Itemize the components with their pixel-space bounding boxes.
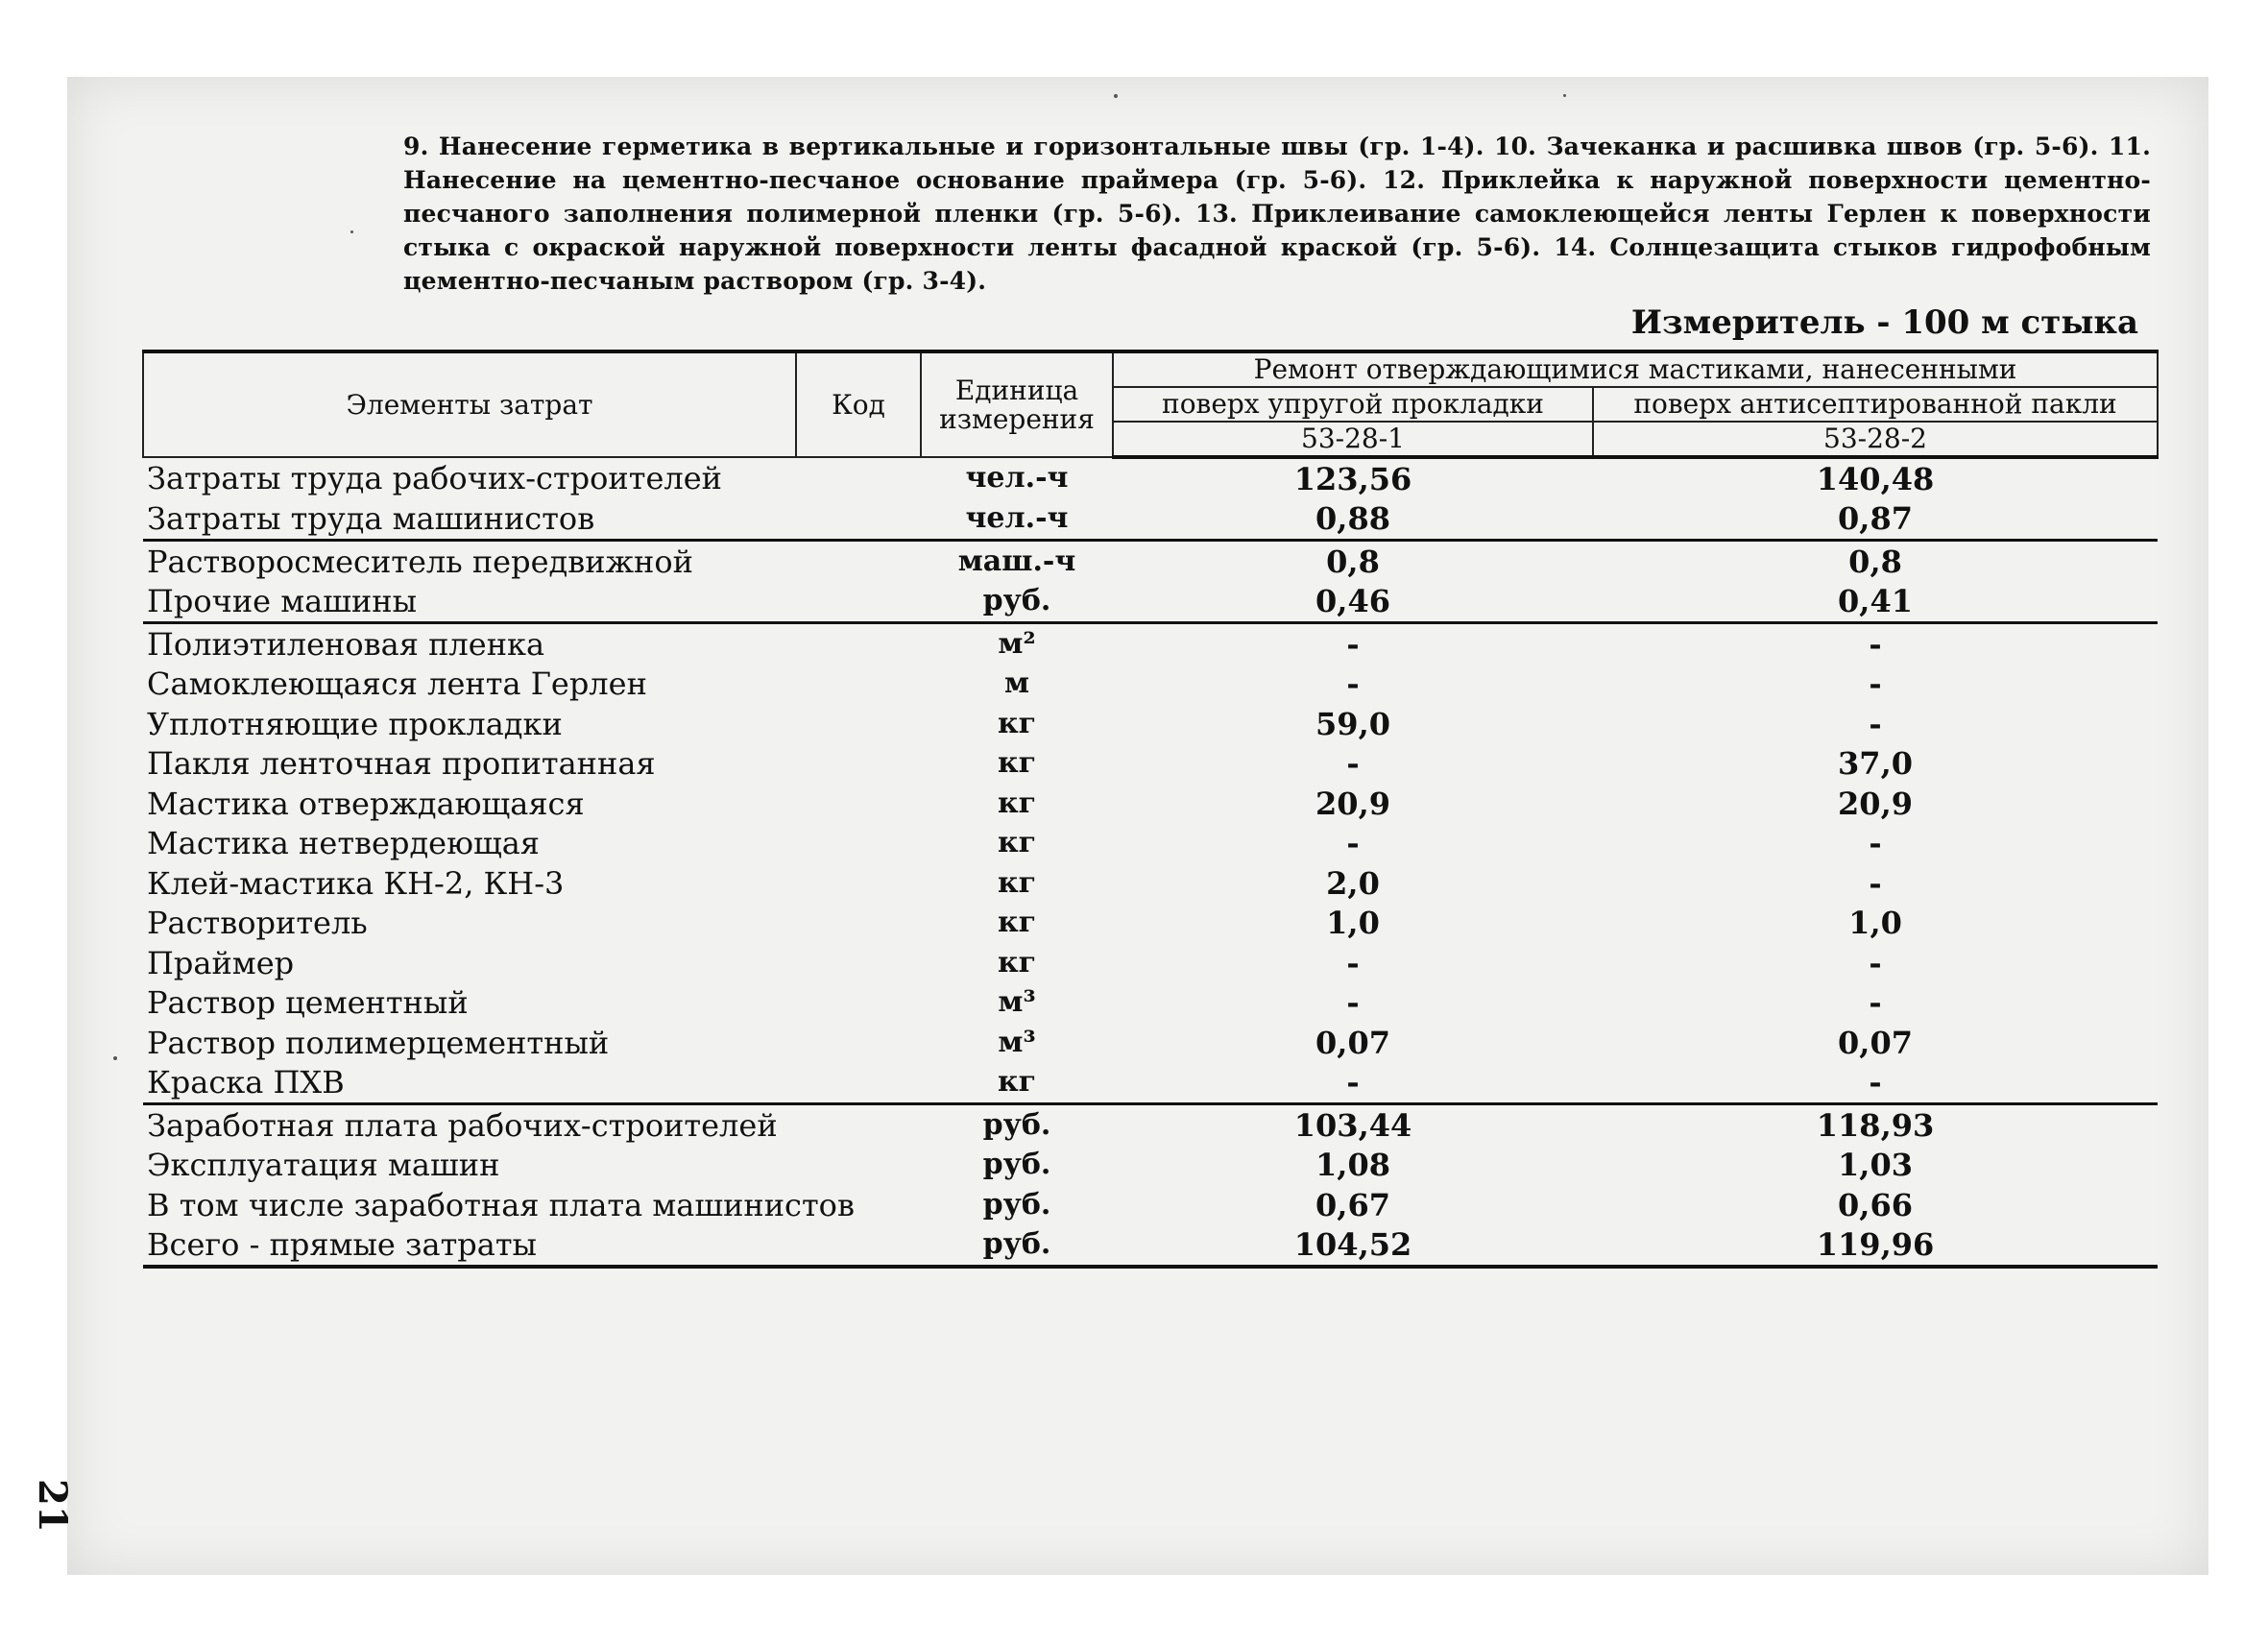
- scan-speck: [113, 1056, 117, 1060]
- table-row: [143, 1225, 2158, 1268]
- row-value-53-28-1: -: [1346, 984, 1360, 1022]
- row-name: Клей-мастика КН-2, КН-3: [147, 864, 565, 902]
- row-value-53-28-2: -: [1593, 623, 2158, 665]
- row-code: [796, 541, 921, 582]
- row-value-53-28-1: 0,88: [1315, 500, 1390, 538]
- row-value-53-28-1: 0,07: [1315, 1024, 1390, 1061]
- row-unit: кг: [997, 906, 1037, 940]
- row-code: [796, 704, 921, 744]
- row-value-53-28-2: -: [1869, 864, 1882, 902]
- table-row: [143, 784, 2158, 824]
- row-name: Заработная плата рабочих-строителей: [143, 1104, 796, 1146]
- row-name: Раствор цементный: [147, 984, 469, 1022]
- row-code: [796, 744, 921, 785]
- row-name: Раствор полимерцементный: [147, 1024, 610, 1061]
- table-row: [143, 824, 2158, 864]
- row-name: Самоклеющаяся лента Герлен: [147, 665, 647, 703]
- row-name: Эксплуатация машин: [147, 1147, 500, 1184]
- row-value-53-28-1: -: [1113, 623, 1593, 665]
- header-code2: 53-28-2: [1593, 422, 2158, 457]
- row-value-53-28-2: 118,93: [1593, 1104, 2158, 1146]
- row-name: Затраты труда рабочих-строителей: [147, 460, 722, 497]
- row-code: [796, 582, 921, 623]
- row-value-53-28-2: 119,96: [1593, 1225, 2158, 1268]
- row-value-53-28-1: -: [1346, 944, 1360, 981]
- row-code: [796, 943, 921, 983]
- row-code: [796, 824, 921, 864]
- row-name: Праймер: [147, 944, 295, 981]
- row-name: Затраты труда машинистов: [147, 500, 595, 538]
- row-name: Растворитель: [147, 905, 368, 942]
- scan-speck: [1114, 94, 1118, 98]
- row-name: Мастика отверждающаяся: [147, 785, 585, 822]
- row-value-53-28-2: 1,0: [1848, 905, 1902, 942]
- row-code: [796, 1146, 921, 1186]
- row-code: [796, 784, 921, 824]
- row-unit: кг: [997, 706, 1037, 740]
- row-code: [796, 457, 921, 499]
- row-code: [796, 665, 921, 705]
- row-unit: м³: [998, 985, 1036, 1020]
- table-row: [143, 541, 2158, 582]
- row-value-53-28-1: 0,46: [1315, 583, 1390, 620]
- table-row: [143, 904, 2158, 944]
- row-value-53-28-1: 1,08: [1315, 1147, 1390, 1184]
- table-row: [143, 744, 2158, 785]
- row-unit: кг: [997, 746, 1037, 781]
- row-name: Краска ПХВ: [147, 1064, 345, 1101]
- intro-paragraph: 9. Нанесение герметика в вертикальные и горизонтальные швы (гр. 1-4). 10. Зачеканка и расшивка швов (гр. 5-6). 11. Нанесение на цементно-песчаное основание праймера (гр. 5-6). 12. Приклейка к наружной поверхности цементно-песчаного заполнения полимерной пленки (гр. 5-6). 13. Приклеивание самоклеющейся ленты Герлен к поверхности стыка с окраской наружной поверхности ленты фасадной краской (гр. 5-6). 14. Солнцезащита стыков гидрофобным цементно-песчаным раствором (гр. 3-4).: [403, 133, 2151, 295]
- cost-table: [142, 350, 2159, 1269]
- row-unit: руб.: [982, 584, 1051, 618]
- table-body: [143, 457, 2158, 1267]
- header-code: Код: [796, 351, 921, 457]
- row-code: [796, 863, 921, 904]
- table-row: [143, 1104, 2158, 1146]
- row-unit: чел.-ч: [965, 501, 1069, 536]
- table-row: [143, 623, 2158, 665]
- table-row: [143, 943, 2158, 983]
- row-name: Уплотняющие прокладки: [147, 705, 563, 742]
- row-value-53-28-2: -: [1869, 944, 1882, 981]
- row-value-53-28-1: 1,0: [1326, 905, 1380, 942]
- row-value-53-28-1: -: [1346, 745, 1360, 783]
- row-name: Мастика нетвердеющая: [147, 825, 540, 862]
- row-value-53-28-2: 20,9: [1838, 785, 1913, 822]
- row-name: Растворосмеситель передвижной: [143, 541, 796, 582]
- table-row: [143, 457, 2158, 499]
- row-value-53-28-2: 0,87: [1838, 500, 1913, 538]
- row-code: [796, 1104, 921, 1146]
- row-value-53-28-2: 140,48: [1816, 460, 1935, 497]
- row-value-53-28-1: 123,56: [1293, 460, 1412, 497]
- row-value-53-28-2: 37,0: [1838, 745, 1913, 783]
- row-value-53-28-2: 0,66: [1838, 1186, 1913, 1223]
- header-elements: Элементы затрат: [143, 351, 796, 457]
- header-code1: 53-28-1: [1113, 422, 1593, 457]
- row-unit: м³: [998, 1025, 1036, 1059]
- row-unit: руб.: [982, 1187, 1051, 1222]
- row-value-53-28-1: 2,0: [1326, 864, 1380, 902]
- row-value-53-28-1: -: [1346, 665, 1360, 703]
- row-value-53-28-1: 20,9: [1315, 785, 1390, 822]
- row-name: Полиэтиленовая пленка: [143, 623, 796, 665]
- row-code: [796, 983, 921, 1024]
- row-value-53-28-1: 104,52: [1113, 1225, 1593, 1268]
- table-row: [143, 704, 2158, 744]
- table-row: [143, 1023, 2158, 1063]
- row-unit: кг: [997, 786, 1037, 820]
- row-code: [796, 1225, 921, 1268]
- row-unit: м: [1003, 666, 1030, 701]
- row-value-53-28-2: -: [1869, 825, 1882, 862]
- row-unit: маш.-ч: [921, 541, 1113, 582]
- header-col1: поверх упругой прокладки: [1113, 387, 1593, 422]
- header-group: Ремонт отверждающимися мастиками, нанесенными: [1113, 351, 2158, 387]
- row-code: [796, 1023, 921, 1063]
- scan-speck: [1563, 94, 1566, 97]
- row-value-53-28-2: 0,41: [1838, 583, 1913, 620]
- row-unit: руб.: [921, 1104, 1113, 1146]
- page-number: 21: [30, 1479, 75, 1533]
- row-unit: руб.: [921, 1225, 1113, 1268]
- row-unit: кг: [997, 865, 1037, 900]
- row-value-53-28-1: -: [1346, 1064, 1360, 1101]
- row-value-53-28-2: -: [1869, 705, 1882, 742]
- table-row: [143, 665, 2158, 705]
- row-value-53-28-2: 0,8: [1593, 541, 2158, 582]
- table-row: [143, 499, 2158, 541]
- row-code: [796, 904, 921, 944]
- table-row: [143, 983, 2158, 1024]
- row-value-53-28-1: 59,0: [1315, 705, 1390, 742]
- row-code: [796, 623, 921, 665]
- row-unit: кг: [997, 1065, 1037, 1100]
- row-value-53-28-1: 0,8: [1113, 541, 1593, 582]
- row-unit: м²: [921, 623, 1113, 665]
- row-value-53-28-2: 0,07: [1838, 1024, 1913, 1061]
- row-code: [796, 499, 921, 541]
- table-row: [143, 582, 2158, 623]
- row-name: Пакля ленточная пропитанная: [147, 745, 656, 783]
- row-value-53-28-1: 103,44: [1113, 1104, 1593, 1146]
- row-unit: кг: [997, 945, 1037, 980]
- row-name: Прочие машины: [147, 583, 418, 620]
- row-unit: руб.: [982, 1148, 1051, 1182]
- table-row: [143, 1185, 2158, 1225]
- table-row: [143, 863, 2158, 904]
- table-row: [143, 1146, 2158, 1186]
- row-value-53-28-2: 1,03: [1838, 1147, 1913, 1184]
- row-value-53-28-2: -: [1869, 1064, 1882, 1101]
- header-unit: Единица измерения: [921, 351, 1113, 457]
- table-row: [143, 1063, 2158, 1104]
- row-value-53-28-1: -: [1346, 825, 1360, 862]
- row-unit: кг: [997, 826, 1037, 860]
- row-code: [796, 1063, 921, 1104]
- scan-speck: [350, 230, 353, 233]
- row-name: В том числе заработная плата машинистов: [147, 1186, 855, 1223]
- row-value-53-28-2: -: [1869, 984, 1882, 1022]
- row-value-53-28-2: -: [1869, 665, 1882, 703]
- row-unit: чел.-ч: [965, 461, 1069, 496]
- row-name: Всего - прямые затраты: [143, 1225, 796, 1268]
- row-value-53-28-1: 0,67: [1315, 1186, 1390, 1223]
- measure-unit: Измеритель - 100 м стыка: [1630, 303, 2138, 342]
- header-col2: поверх антисептированной пакли: [1593, 387, 2158, 422]
